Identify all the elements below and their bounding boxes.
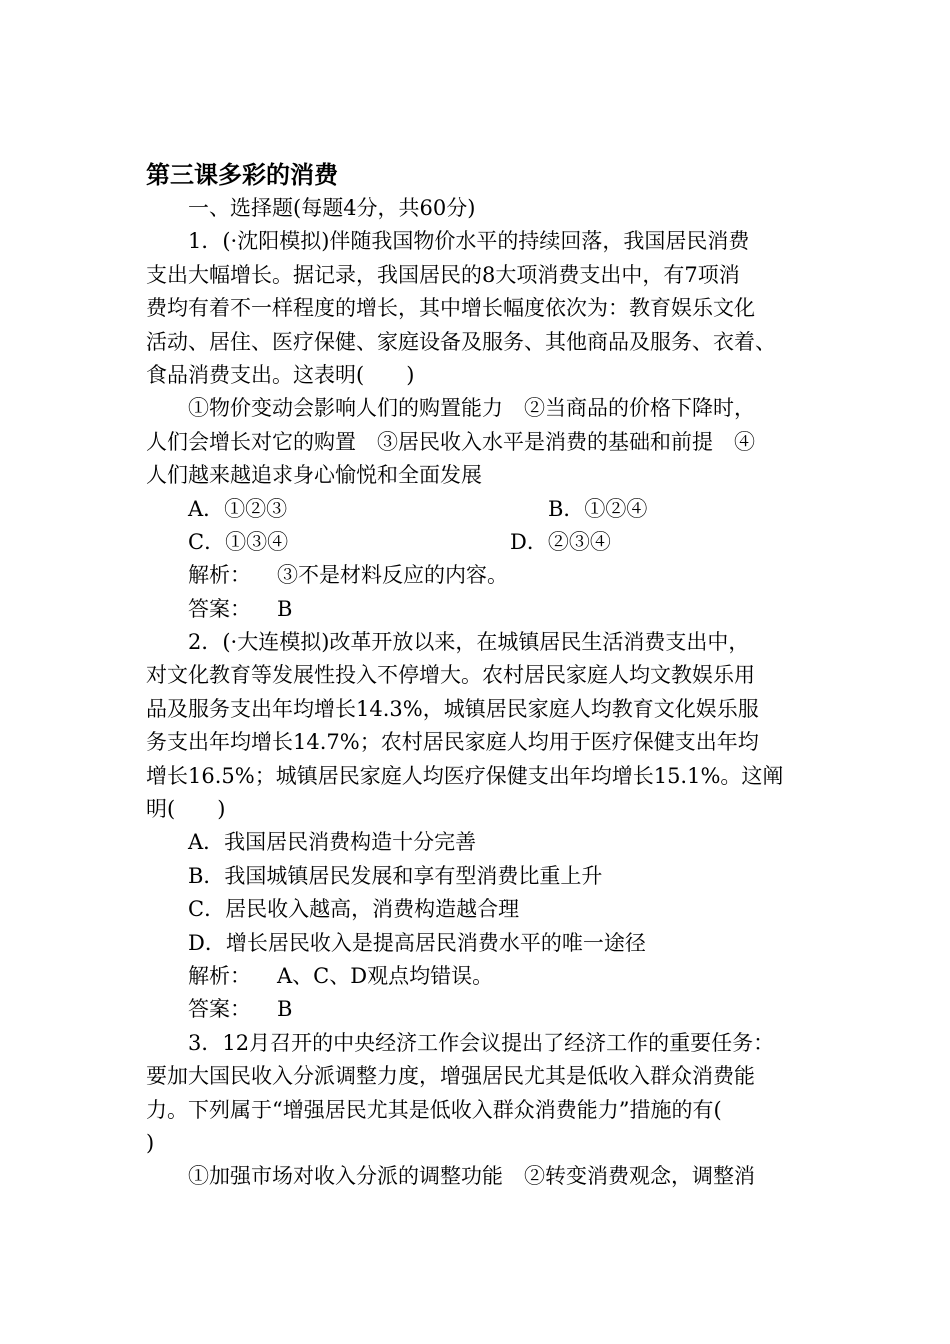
q2-analysis-text: A、C、D观点均错误。: [277, 963, 494, 988]
q1-analysis-label: 解析：: [188, 563, 251, 588]
q1-line-1: 1．(·沈阳模拟)伴随我国物价水平的持续回落，我国居民消费: [188, 229, 750, 254]
q1-analysis: [146, 559, 811, 592]
q3-line-4: ): [146, 1130, 155, 1155]
q1-option-c: C．①③④: [188, 529, 289, 554]
q3-line-3: 力。下列属于“增强居民尤其是低收入群众消费能力”措施的有(: [146, 1097, 722, 1122]
q1-answer-label: 答案：: [188, 596, 251, 621]
q1-options-row-2: [146, 526, 811, 559]
q1-line-5: 食品消费支出。这表明( ): [146, 362, 415, 387]
q1-analysis-text: ③不是材料反应的内容。: [277, 563, 508, 588]
q3-line-2: 要加大国民收入分派调整力度，增强居民尤其是低收入群众消费能: [146, 1064, 755, 1089]
q3-line-1: 3．12月召开的中央经济工作会议提出了经济工作的重要任务：: [188, 1030, 775, 1055]
q1-line-2: 支出大幅增长。据记录，我国居民的8大项消费支出中，有7项消: [146, 262, 740, 287]
document-page: [146, 158, 811, 1194]
q2-option-d: D．增长居民收入是提高居民消费水平的唯一途径: [188, 930, 646, 955]
q2-line-6: 明( ): [146, 797, 226, 822]
q2-line-2: 对文化教育等发展性投入不停增大。农村居民家庭人均文教娱乐用: [146, 663, 755, 688]
q2-option-b: B．我国城镇居民发展和享有型消费比重上升: [188, 863, 603, 888]
q1-options-row-1: [146, 493, 811, 526]
q1-answer: [146, 593, 811, 626]
q3-statement-line-1: ①加强市场对收入分派的调整功能 ②转变消费观念，调整消: [188, 1164, 755, 1189]
q1-line-3: 费均有着不一样程度的增长，其中增长幅度依次为：教育娱乐文化: [146, 296, 755, 321]
q2-answer-label: 答案：: [188, 997, 251, 1022]
q1-line-4: 活动、居住、医疗保健、家庭设备及服务、其他商品及服务、衣着、: [146, 329, 776, 354]
q2-line-1: 2．(·大连模拟)改革开放以来，在城镇居民生活消费支出中，: [188, 630, 750, 655]
q2-answer-text: B: [277, 997, 293, 1022]
q1-statement-line-1: ①物价变动会影响人们的购置能力 ②当商品的价格下降时，: [188, 396, 755, 421]
q1-option-d: D．②③④: [510, 529, 611, 554]
q1-statement-line-2: 人们会增长对它的购置 ③居民收入水平是消费的基础和前提 ④: [146, 429, 755, 454]
q2-analysis-label: 解析：: [188, 963, 251, 988]
q2-line-5: 增长16.5%；城镇居民家庭人均医疗保健支出年均增长15.1%。这阐: [146, 763, 784, 788]
q2-line-3: 品及服务支出年均增长14.3%，城镇居民家庭人均教育文化娱乐服: [146, 696, 759, 721]
q1-statement-line-3: 人们越来越追求身心愉悦和全面发展: [146, 463, 482, 488]
section-heading: 一、选择题(每题4分，共60分): [188, 196, 476, 220]
q2-answer: [146, 993, 811, 1026]
q2-analysis: [146, 960, 811, 993]
question-2: [146, 626, 811, 1027]
question-3: [146, 1027, 811, 1194]
q1-option-b: B．①②④: [548, 496, 648, 521]
q2-option-a: A．我国居民消费构造十分完善: [188, 830, 477, 855]
q1-answer-text: B: [277, 596, 293, 621]
page-title: 第三课多彩的消费: [146, 161, 338, 189]
question-1: [146, 225, 811, 626]
q2-line-4: 务支出年均增长14.7%；农村居民家庭人均用于医疗保健支出年均: [146, 730, 759, 755]
q1-option-a: A．①②③: [188, 496, 288, 521]
q2-option-c: C．居民收入越高，消费构造越合理: [188, 897, 520, 922]
